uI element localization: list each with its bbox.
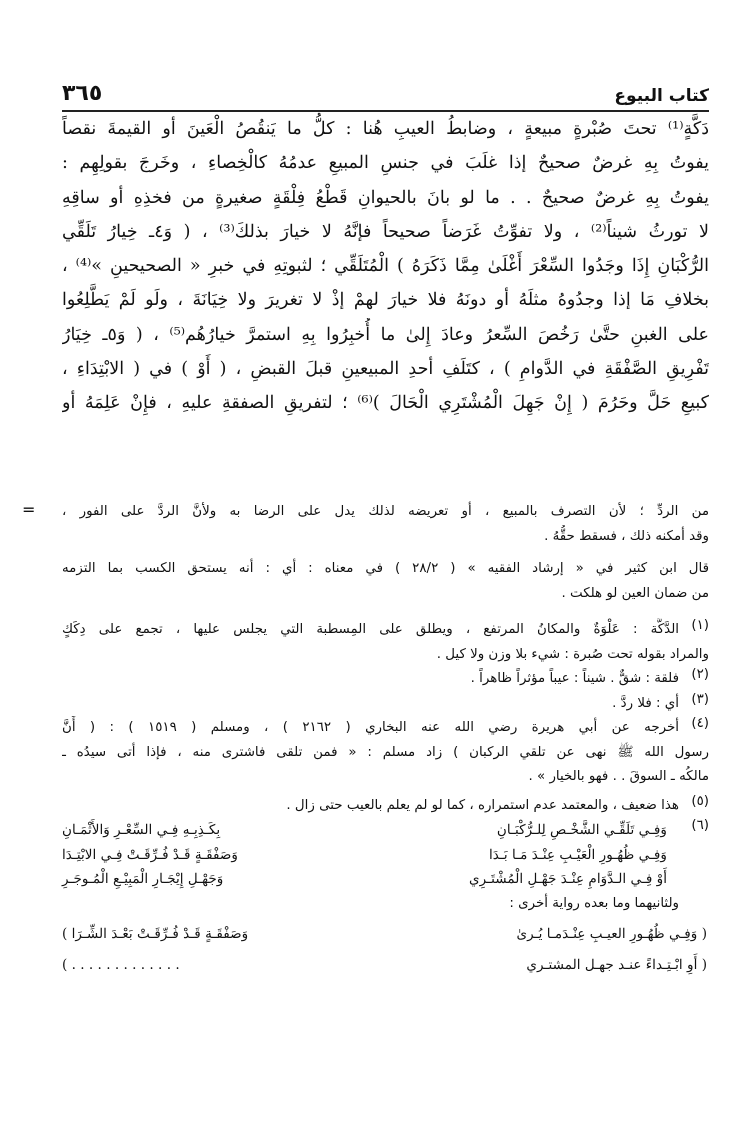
verse-second-half: وَجَهْـلِ إِيْجَـارِ الْمَبِيْـعِ الْمُـوجَـرِ bbox=[62, 871, 224, 887]
footnote-number: (٢) bbox=[691, 667, 709, 682]
main-text-line: بخلافِ مَا إذا وجدُوهُ مثلَهُ أو دونَهُ فلا خيارَ لهمْ إذْ لا تغريرَ ولا خِيَانَةَ ، ولَو لَمْ يَطَّلِعُوا bbox=[62, 290, 709, 311]
footnote-line: من الردِّ ؛ لأن التصرف بالمبيع ، أو تعريضه لذلك يدل على الرضا به ولأنَّ الردَّ على الفور ، bbox=[62, 504, 709, 519]
verse-second-half: وَصَفْقَـةٍ قَـدْ فُـرِّقَـتْ بَعْـدَ الشِّـرَا ) bbox=[62, 926, 249, 942]
footnote-number: (٥) bbox=[691, 793, 709, 809]
main-text-line: لا تورثُ شيناً⁽²⁾ ، ولا تفوِّتُ غَرَضاً صحيحاً فإنَّهُ لا خيارَ بذلكَ⁽³⁾ ، ( وَ٤ـ خِيارُ تَلَقِّي bbox=[62, 221, 709, 242]
footnote-3 bbox=[62, 692, 709, 717]
footnote-number: (٦) bbox=[691, 818, 709, 833]
footnote-line: أي : فلا ردَّ . bbox=[612, 695, 679, 711]
main-text-line: على الغبنِ حتَّىٰ رَخُصَ السِّعرُ وعادَ إِلىٰ ما أُخبِرُوا بِهِ استمرَّ خيارُهُم⁽⁵⁾ ، ( وَ٥ـ خِيَارُ bbox=[62, 324, 709, 345]
main-text-line: يفوتُ بِهِ غرضٌ صحيحٌ . . ما لو بانَ بالحيوانِ قَطْعُ فِلْقَةٍ صغيرةٍ من فخذِهِ أو ساقِهِ bbox=[62, 187, 709, 208]
footnote-line: رسول الله ﷺ نهى عن تلقي الركبان ) زاد مسلم : « فمن تلقى فاشترى منه ، فإذا أتى سيدُه ـ bbox=[62, 744, 709, 760]
verse-second-half: . . . . . . . . . . . . . ) bbox=[62, 956, 180, 973]
verse-first-half: وَفِـي تَلَقِّـي الشَّخْـصِ لِلـرُّكْبَـانِ bbox=[496, 822, 667, 838]
footnote-number: (٤) bbox=[691, 716, 709, 731]
footnote-line: فلقة : شقٌّ . شيناً : عيباً مؤثراً ظاهراً . bbox=[470, 671, 679, 686]
footnote-4 bbox=[62, 716, 709, 790]
poem-intro: ولثانيهما وما بعده رواية أخرى : bbox=[509, 895, 679, 911]
footnote-1 bbox=[62, 618, 709, 667]
footnote-number: (١) bbox=[691, 618, 709, 633]
footnote-6 bbox=[62, 818, 709, 916]
poem-verse-alt bbox=[62, 953, 709, 978]
verse-first-half: أَوْ فِـي الـدَّوَامِ عِنْـدَ جَهْـلِ الْمُشْتَـرِي bbox=[469, 871, 667, 887]
verse-first-half: ( أَوِ ابْـتِـداءً عنـد جهـل المشتـري bbox=[526, 956, 707, 973]
book-title: كتاب البيوع bbox=[614, 86, 709, 106]
poem-verse bbox=[62, 843, 679, 868]
footnotes bbox=[22, 500, 709, 977]
main-text-line: كبيعِ حَلَّ وحَرُمَ ( إِنْ جَهِلَ الْمُشْتَرِي الْحَالَ )⁽⁶⁾ ؛ لتفريقِ الصفقةِ عليهِ ، فإِنْ عَلِمَهُ أو bbox=[62, 393, 709, 414]
footnote-line: وقد أمكنه ذلك ، فسقط حقُّهُ . bbox=[544, 528, 709, 544]
poem-verse bbox=[62, 818, 679, 843]
main-text-line: يفوتُ بِهِ غرضٌ صحيحٌ إذا غلَبَ في جنسِ المبيعِ عدمُهُ كالْخِصاءِ ، وخَرجَ بقولِهِم : bbox=[62, 153, 709, 174]
poem-verse-alt bbox=[62, 922, 709, 947]
footnote-number: (٣) bbox=[691, 691, 709, 707]
poem-verse bbox=[62, 867, 679, 892]
footnote-5 bbox=[62, 794, 709, 819]
main-text-line: الرُّكْبَانِ إِذَا وجَدُوا السِّعْرَ أَغْلَىٰ مِمَّا ذَكَرَهُ ) الْمُتَلَقِّي ؛ لثبوتِهِ في خبرِ « الصحيحينِ »⁽⁴⁾ ، bbox=[62, 256, 709, 277]
footnote-line: الدَّكَّة : عَلْوَةٌ والمكانُ المرتفع ، ويطلق على المِسطبة التي يجلس عليها ، تجمع على دِكَكٍ bbox=[62, 622, 679, 637]
footnote-2 bbox=[62, 667, 709, 692]
main-text bbox=[62, 112, 709, 421]
footnote-line: والمراد بقوله تحت صُبرة : شيء بلا وزن ولا كيل . bbox=[436, 646, 709, 662]
footnote-line: من ضمان العين لو هلكت . bbox=[561, 585, 709, 601]
continued-footnote bbox=[22, 500, 709, 606]
page-header bbox=[62, 76, 709, 112]
continuation-mark: = bbox=[22, 500, 36, 519]
verse-second-half: بِكَـذِبِـهِ فِـي السِّعْـرِ وَالأَثْمَـانِ bbox=[62, 822, 221, 838]
page-number: ٣٦٥ bbox=[62, 81, 103, 106]
verse-first-half: وَفِـي ظُهُـورِ الْعَيْـبِ عِنْـدَ مَـا بَـدَا bbox=[489, 846, 667, 863]
verse-second-half: وَصَفْقَـةٍ قَـدْ فُـرِّقَـتْ فِـي الابْتِـدَا bbox=[62, 846, 238, 863]
footnote-line: قال ابن كثير في « إرشاد الفقيه » ( ٢٨/٢ ) في معناه : أي : أنه يستحق الكسب بما التزمه bbox=[62, 561, 709, 576]
footnote-line: مالكُه ـ السوقَ . . فهو بالخيار » . bbox=[528, 769, 709, 784]
main-text-line: تَفْرِيقِ الصَّفْقَةِ في الدَّوامِ ) ، كتَلَفِ أحدِ المبيعينِ قبلَ القبضِ ، ( أَوْ ) في ( الابْتِدَاءِ ، bbox=[62, 359, 709, 380]
main-text-line: دَكَّةٍ⁽¹⁾ تحتَ صُبْرةٍ مبيعةٍ ، وضابطُ العيبِ هُنا : كلُّ ما يَنقُصُ الْعَينَ أو القيمةَ نقصاً bbox=[62, 119, 709, 139]
verse-first-half: ( وَفِـي ظُهُـورِ العيـبِ عِنْـدَمـا يُـرىٰ bbox=[516, 926, 707, 942]
footnote-line: أخرجه عن أبي هريرة رضي الله عنه البخاري ( ٢١٦٢ ) ، ومسلم ( ١٥١٩ ) : ( أَنَّ bbox=[62, 720, 679, 735]
footnote-line: هذا ضعيف ، والمعتمد عدم استمراره ، كما لو لم يعلم بالعيب حتى زال . bbox=[286, 797, 679, 813]
